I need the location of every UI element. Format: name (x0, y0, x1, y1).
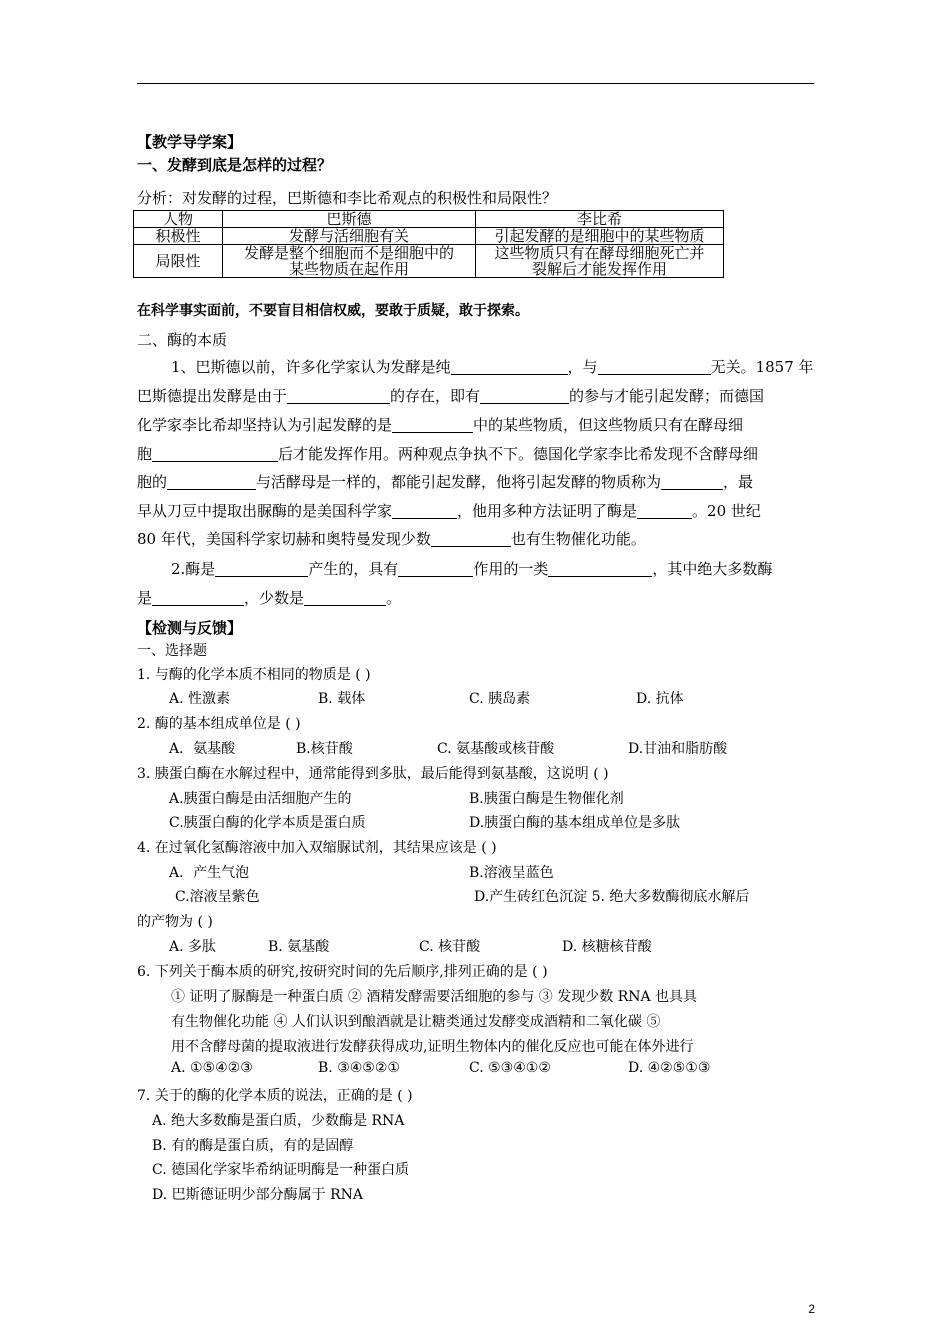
option-d: D. ④②⑤①③ (628, 1060, 711, 1076)
table-cell: 积极性 (134, 228, 223, 245)
fill-blank (167, 474, 256, 490)
question-line: 有生物催化功能 ④ 人们认识到酿酒就是让糖类通过发酵变成酒精和二氧化碳 ⑤ (171, 1014, 661, 1030)
feedback-title: 【检测与反馈】 (137, 619, 243, 637)
option-d: D.甘油和脂肪酸 (628, 741, 728, 757)
fill-blank (598, 359, 711, 375)
fill-blank (215, 561, 308, 577)
fill-blank (287, 388, 390, 404)
option-b: B.胰蛋白酶是生物催化剂 (469, 791, 624, 807)
option-b: B. 氨基酸 (268, 939, 330, 955)
table-cell (476, 245, 724, 278)
paragraph-line: 1、巴斯德以前，许多化学家认为发酵是纯 ，与 无关。1857 年 (171, 358, 814, 376)
emphasis-text: 在科学事实面前，不要盲目相信权威，要敢于质疑，敢于探索。 (137, 303, 529, 319)
question-3: 3. 胰蛋白酶在水解过程中，通常能得到多肽，最后能得到氨基酸，这说明 ( ) (137, 766, 609, 782)
option-b: B.溶液呈蓝色 (469, 865, 554, 881)
cell-line: 这些物质只有在酵母细胞死亡并 (494, 244, 705, 262)
option-b: B. ③④⑤②① (318, 1060, 400, 1076)
option-c: C. 核苷酸 (419, 939, 481, 955)
option-a: A.胰蛋白酶是由活细胞产生的 (169, 791, 352, 807)
fill-blank (480, 388, 569, 404)
question-5: 的产物为 ( ) (137, 914, 213, 930)
question-2: 2. 酶的基本组成单位是 ( ) (137, 716, 301, 732)
table-cell (223, 245, 476, 278)
option-a: A．氨基酸 (169, 741, 236, 757)
paragraph-line: 是 ，少数是 。 (137, 589, 402, 607)
option-c: C. 胰岛素 (469, 691, 531, 707)
fill-blank (392, 417, 473, 433)
option-d: D. 抗体 (636, 691, 684, 707)
table-cell: 巴斯德 (223, 211, 476, 228)
paragraph-line: 胞的 与活酵母是一样的，都能引起发酵，他将引起发酵的物质称为 ，最 (137, 473, 754, 491)
header-rule (137, 83, 814, 84)
option-a: A. 绝大多数酶是蛋白质，少数酶是 RNA (152, 1113, 405, 1129)
cell-line: 某些物质在起作用 (288, 260, 409, 278)
option-c: C. ⑤③④①② (469, 1060, 551, 1076)
fill-blank (451, 359, 568, 375)
option-a: A．产生气泡 (169, 865, 250, 881)
question-heading: 一、发酵到底是怎样的过程？ (137, 156, 333, 174)
option-a: A. ①⑤④②③ (171, 1060, 253, 1076)
fill-blank (152, 590, 244, 606)
fill-blank (392, 503, 457, 519)
question-1: 1. 与酶的化学本质不相同的物质是 ( ) (137, 667, 371, 683)
question-line: ① 证明了脲酶是一种蛋白质 ② 酒精发酵需要活细胞的参与 ③ 发现少数 RNA 也具具 (171, 989, 698, 1005)
option-c: C.胰蛋白酶的化学本质是蛋白质 (169, 815, 366, 831)
table-row (134, 228, 724, 245)
fill-blank (431, 531, 511, 547)
option-d: D. 核糖核苷酸 (562, 939, 652, 955)
option-c: C. 氨基酸或核苷酸 (437, 741, 555, 757)
analysis-text: 分析：对发酵的过程，巴斯德和李比希观点的积极性和局限性？ (137, 189, 558, 207)
paragraph-line: 2.酶是 产生的，具有 作用的一类 ，其中绝大多数酶 (171, 560, 773, 578)
section-title: 【教学导学案】 (137, 133, 243, 151)
table-cell: 引起发酵的是细胞中的某些物质 (476, 228, 724, 245)
fill-blank (548, 561, 652, 577)
fill-blank (398, 561, 473, 577)
question-4: 4. 在过氧化氢酶溶液中加入双缩脲试剂，其结果应该是 ( ) (137, 840, 497, 856)
option-b: B. 载体 (318, 691, 366, 707)
option-b: B.核苷酸 (296, 741, 353, 757)
table-row (134, 245, 724, 278)
question-6: 6. 下列关于酶本质的研究,按研究时间的先后顺序,排列正确的是 ( ) (137, 964, 548, 980)
paragraph-line: 早从刀豆中提取出脲酶的是美国科学家 ，他用多种方法证明了酶是 。20 世纪 (137, 502, 761, 520)
option-d: D.胰蛋白酶的基本组成单位是多肽 (469, 815, 681, 831)
paragraph-line: 巴斯德提出发酵是由于 的存在，即有 的参与才能引起发酵；而德国 (137, 387, 765, 405)
cell-line: 发酵是整个细胞而不是细胞中的 (243, 244, 454, 262)
part2-title: 二、酶的本质 (137, 331, 228, 349)
option-d: D. 巴斯德证明少部分酶属于 RNA (152, 1187, 363, 1203)
fill-blank (304, 590, 386, 606)
question-line: 用不含酵母菌的提取液进行发酵获得成功,证明生物体内的催化反应也可能在体外进行 (171, 1039, 694, 1055)
option-b: B. 有的酶是蛋白质，有的是固醇 (152, 1138, 354, 1154)
option-a: A. 性激素 (169, 691, 231, 707)
feedback-subtitle: 一、选择题 (137, 643, 207, 659)
paragraph-line: 胞 后才能发挥作用。两种观点争执不下。德国化学家李比希发现不含酵母细 (137, 445, 759, 463)
option-c: C. 德国化学家毕希纳证明酶是一种蛋白质 (152, 1162, 410, 1178)
fill-blank (661, 474, 723, 490)
table-cell: 局限性 (134, 245, 223, 278)
table-cell: 人物 (134, 211, 223, 228)
fill-blank (637, 503, 692, 519)
paragraph-line: 80 年代，美国科学家切赫和奥特曼发现少数 也有生物催化功能。 (137, 530, 646, 548)
fill-blank (152, 446, 278, 462)
table-header-row (134, 211, 724, 228)
option-a: A. 多肽 (169, 939, 217, 955)
cell-line: 裂解后才能发挥作用 (531, 260, 667, 278)
table-cell: 发酵与活细胞有关 (223, 228, 476, 245)
paragraph-line: 化学家李比希却坚持认为引起发酵的是 中的某些物质，但这些物质只有在酵母细 (137, 416, 744, 434)
table-cell: 李比希 (476, 211, 724, 228)
question-7: 7. 关于的酶的化学本质的说法，正确的是 ( ) (137, 1088, 413, 1104)
option-c: C.溶液呈紫色 (175, 889, 260, 905)
option-d: D.产生砖红色沉淀 5. 绝大多数酶彻底水解后 (474, 889, 750, 905)
page-number: 2 (808, 1302, 815, 1316)
comparison-table (133, 210, 724, 278)
